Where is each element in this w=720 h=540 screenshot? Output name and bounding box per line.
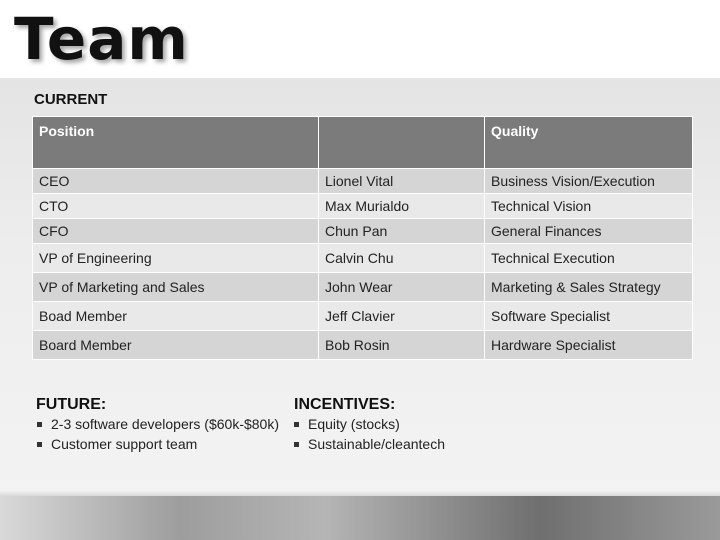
- cell-quality: General Finances: [485, 219, 693, 244]
- bullet-icon: [37, 422, 42, 427]
- header-name: [319, 117, 485, 169]
- table-row: [33, 273, 693, 302]
- cell-position: VP of Engineering: [33, 244, 319, 273]
- incentives-item-label: Sustainable/cleantech: [308, 436, 445, 452]
- table-row: [33, 219, 693, 244]
- cell-quality: Business Vision/Execution: [485, 169, 693, 194]
- list-item: [293, 434, 445, 454]
- bullet-icon: [294, 442, 299, 447]
- cell-position: Boad Member: [33, 302, 319, 331]
- future-item-label: Customer support team: [51, 436, 198, 452]
- cell-name: John Wear: [319, 273, 485, 302]
- cell-name: Chun Pan: [319, 219, 485, 244]
- title-band: [0, 0, 720, 78]
- cell-position: VP of Marketing and Sales: [33, 273, 319, 302]
- cell-position: CTO: [33, 194, 319, 219]
- cell-name: Max Murialdo: [319, 194, 485, 219]
- list-item: [293, 414, 445, 434]
- table-row: [33, 302, 693, 331]
- table-header-row: [33, 117, 693, 169]
- cell-name: Lionel Vital: [319, 169, 485, 194]
- future-item-label: 2-3 software developers ($60k-$80k): [51, 416, 280, 432]
- table-row: [33, 244, 693, 273]
- cell-quality: Marketing & Sales Strategy: [485, 273, 693, 302]
- table-row: [33, 169, 693, 194]
- team-table: [32, 116, 693, 360]
- cell-name: Bob Rosin: [319, 331, 485, 360]
- incentives-heading: INCENTIVES:: [294, 396, 396, 413]
- future-heading: FUTURE:: [36, 396, 107, 413]
- cell-quality: Technical Vision: [485, 194, 693, 219]
- future-list: [36, 414, 279, 454]
- header-position: Position: [33, 117, 319, 169]
- cell-position: CEO: [33, 169, 319, 194]
- footer-band: [0, 496, 720, 540]
- table-row: [33, 331, 693, 360]
- cell-quality: Technical Execution: [485, 244, 693, 273]
- cell-name: Calvin Chu: [319, 244, 485, 273]
- cell-quality: Software Specialist: [485, 302, 693, 331]
- slide-title: Team: [14, 5, 189, 73]
- table-row: [33, 194, 693, 219]
- header-quality: Quality: [485, 117, 693, 169]
- incentives-item-label: Equity (stocks): [308, 416, 400, 432]
- list-item: [36, 434, 279, 454]
- cell-position: Board Member: [33, 331, 319, 360]
- cell-position: CFO: [33, 219, 319, 244]
- list-item: [36, 414, 279, 434]
- bullet-icon: [37, 442, 42, 447]
- cell-name: Jeff Clavier: [319, 302, 485, 331]
- cell-quality: Hardware Specialist: [485, 331, 693, 360]
- bullet-icon: [294, 422, 299, 427]
- incentives-list: [293, 414, 445, 454]
- current-label: CURRENT: [34, 91, 108, 108]
